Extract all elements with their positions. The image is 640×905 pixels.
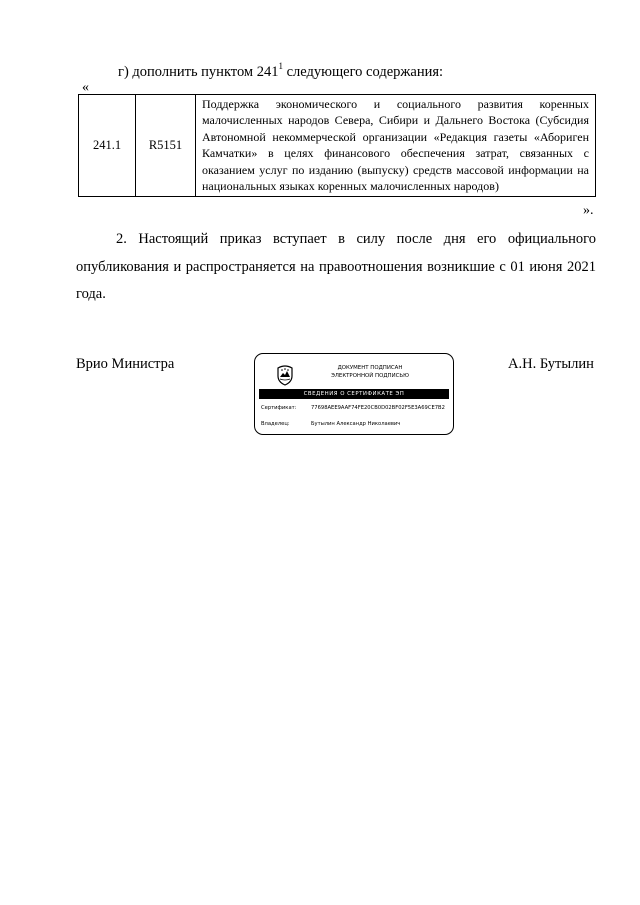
closing-quote: ».	[583, 203, 594, 218]
budget-item-table	[78, 94, 596, 197]
certificate-value: 77698AEE9AAF74FE20CB0D02BF02F5E3A69CE7B2	[311, 405, 445, 411]
certificate-label: Сертификат:	[261, 405, 297, 411]
stamp-certificate-band: СВЕДЕНИЯ О СЕРТИФИКАТЕ ЭП	[259, 389, 449, 399]
owner-value: Бутылин Александр Николаевич	[311, 421, 401, 427]
table-row	[79, 95, 596, 197]
coat-of-arms-icon	[274, 364, 296, 386]
signatory-name: А.Н. Бутылин	[508, 356, 594, 372]
owner-label: Владелец:	[261, 421, 290, 427]
item-code-cell: 241.1	[79, 95, 136, 197]
stamp-heading-line1: ДОКУМЕНТ ПОДПИСАН	[337, 365, 403, 371]
opening-quote: «	[82, 80, 89, 95]
amendment-intro	[118, 62, 443, 81]
intro-text-before: г) дополнить пунктом 241	[118, 63, 279, 80]
signatory-position: Врио Министра	[76, 356, 175, 372]
item-description-cell: Поддержка экономического и социального развития коренных малочисленных народов Севера, Сибири и Дальнего Востока (Субсидия Автономной некоммерческой организации «Редакция газеты «Абориген Камчатки» в целях финансового обеспечения затрат, связанных с оказанием услуг по изданию (выпуску) средств массовой информации на национальных языках коренных малочисленных народов)	[196, 95, 596, 197]
stamp-heading-line2: ЭЛЕКТРОННОЙ ПОДПИСЬЮ	[331, 373, 409, 379]
intro-superscript: 1	[278, 61, 283, 71]
stamp-heading	[315, 364, 425, 380]
stamp-certificate-row	[261, 405, 449, 411]
stamp-owner-row	[261, 421, 449, 427]
paragraph-2: 2. Настоящий приказ вступает в силу после дня его официального опубликования и распространяется на правоотношения возникшие с 01 июня 2021 года.	[76, 231, 596, 302]
target-code-cell: R5151	[136, 95, 196, 197]
electronic-signature-stamp	[254, 353, 454, 435]
intro-text-after: следующего содержания:	[282, 63, 444, 80]
